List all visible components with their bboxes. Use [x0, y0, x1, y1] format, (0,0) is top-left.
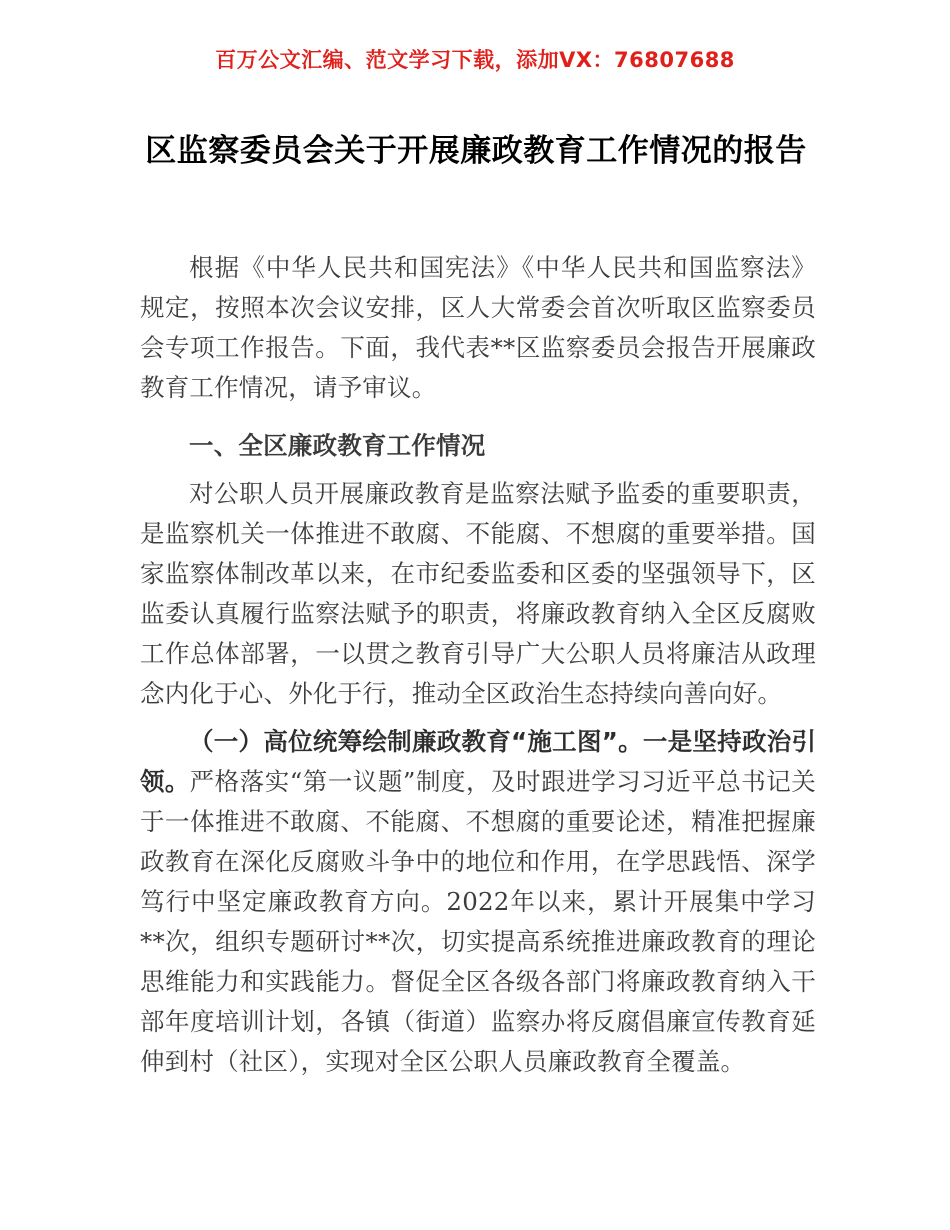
subsection-1-lead: （一）高位统筹绘制廉政教育“施工图”。一是坚持政治引领。: [140, 727, 816, 796]
paragraph-intro: 根据《中华人民共和国宪法》《中华人民共和国监察法》规定，按照本次会议安排，区人大常委会首次听取区监察委员会专项工作报告。下面，我代表**区监察委员会报告开展廉政教育工作情况，请予审议。: [140, 253, 816, 402]
paragraph-section-1-body: 对公职人员开展廉政教育是监察法赋予监委的重要职责，是监察机关一体推进不敢腐、不能腐、不想腐的重要举措。国家监察体制改革以来，在市纪委监委和区委的坚强领导下，区监委认真履行监察法赋予的职责，将廉政教育纳入全区反腐败工作总体部署，一以贯之教育引导广大公职人员将廉洁从政理念内化于心、外化于行，推动全区政治生态持续向善向好。: [140, 479, 816, 708]
paragraph-subsection-1: [140, 722, 816, 1082]
spacer: [140, 408, 816, 414]
subsection-1-body: 严格落实“第一议题”制度，及时跟进学习习近平总书记关于一体推进不敢腐、不能腐、不想腐的重要论述，精准把握廉政教育在深化反腐败斗争中的地位和作用，在学思践悟、深学笃行中坚定廉政教育方向。2022年以来，累计开展集中学习**次，组织专题研讨**次，切实提高系统推进廉政教育的理论思维能力和实践能力。督促全区各级各部门将廉政教育纳入干部年度培训计划，各镇（街道）监察办将反腐倡廉宣传教育延伸到村（社区），实现对全区公职人员廉政教育全覆盖。: [140, 767, 817, 1076]
promo-banner-text: 百万公文汇编、范文学习下载，添加VX：76807688: [215, 48, 735, 72]
section-heading-1: 一、全区廉政教育工作情况: [189, 431, 486, 460]
document-body: [140, 248, 816, 1082]
document-title: 区监察委员会关于开展廉政教育工作情况的报告: [145, 132, 807, 169]
